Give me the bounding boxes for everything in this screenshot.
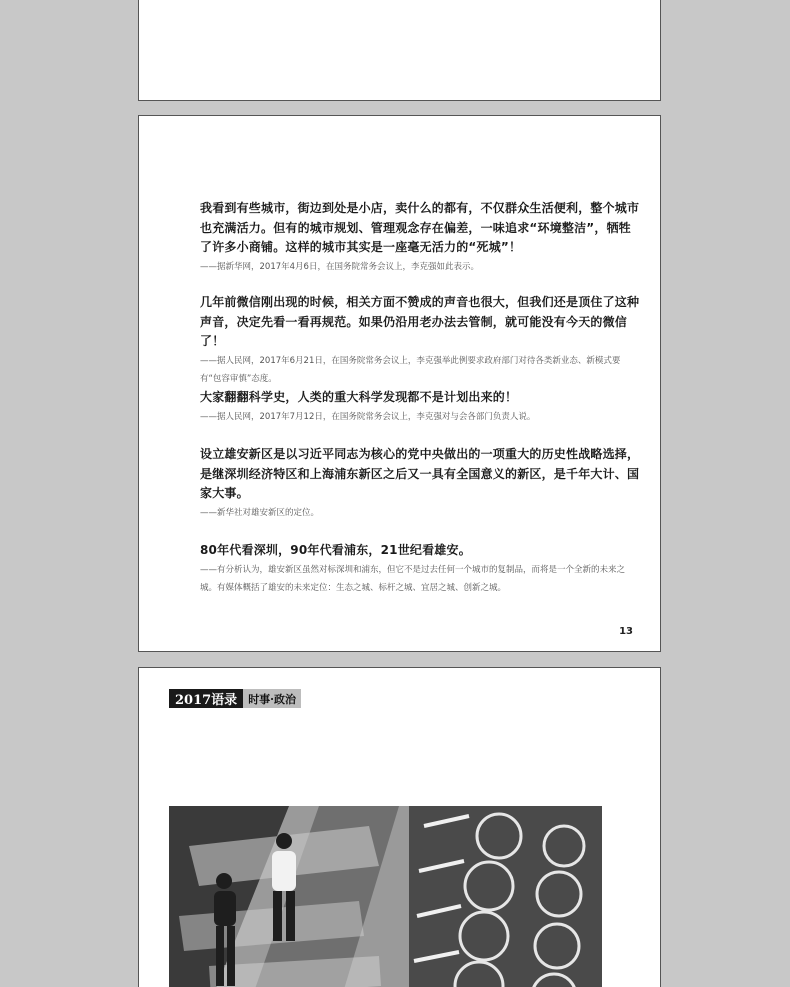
photo-illustration [169,806,602,987]
quote-source: ——据人民网，2017年6月21日，在国务院常务会议上，李克强举此例要求政府部门对待各类新业态、新模式要有“包容审慎”态度。 [200,355,621,384]
quote-text: 设立雄安新区是以习近平同志为核心的党中央做出的一项重大的历史性战略选择，是继深圳经济特区和上海浦东新区之后又一具有全国意义的新区，是千年大计、国家大事。 [200,447,640,500]
quote-text: 80年代看深圳，90年代看浦东，21世纪看雄安。 [200,543,471,557]
quote-source: ——据人民网，2017年7月12日，在国务院常务会议上，李克强对与会各部门负责人说。 [200,411,536,422]
quote-block [200,199,640,276]
quote-block [200,541,640,597]
page-13 [138,115,661,652]
page-14 [138,667,661,987]
section-header [169,689,301,708]
quote-text: 几年前微信刚出现的时候，相关方面不赞成的声音也很大，但我们还是顶住了这种声音，决定先看一看再规范。如果仍沿用老办法去管制，就可能没有今天的微信了！ [200,295,640,348]
quote-block [200,445,640,522]
quote-source: ——有分析认为，雄安新区虽然对标深圳和浦东，但它不是过去任何一个城市的复制品，而将是一个全新的未来之城。有媒体概括了雄安的未来定位：生态之城、标杆之城、宜居之城、创新之城。 [200,564,626,593]
quote-block [200,293,640,388]
quote-text: 我看到有些城市，街边到处是小店，卖什么的都有，不仅群众生活便利，整个城市也充满活力。但有的城市规划、管理观念存在偏差，一味追求“环境整洁”，牺牲了许多小商铺。这样的城市其实是一座毫无活力的“死城”！ [200,201,640,254]
quote-source: ——据新华网，2017年4月6日，在国务院常务会议上，李克强如此表示。 [200,261,479,272]
street-bicycles-photo [169,806,602,987]
previous-page [138,0,661,101]
page-number: 13 [619,626,633,637]
quote-block [200,388,640,426]
header-year-label: 2017语录 [169,689,243,708]
quote-source: ——新华社对雄安新区的定位。 [200,507,320,518]
quote-text: 大家翻翻科学史，人类的重大科学发现都不是计划出来的！ [200,390,518,404]
header-section-label: 时事·政治 [243,689,301,708]
